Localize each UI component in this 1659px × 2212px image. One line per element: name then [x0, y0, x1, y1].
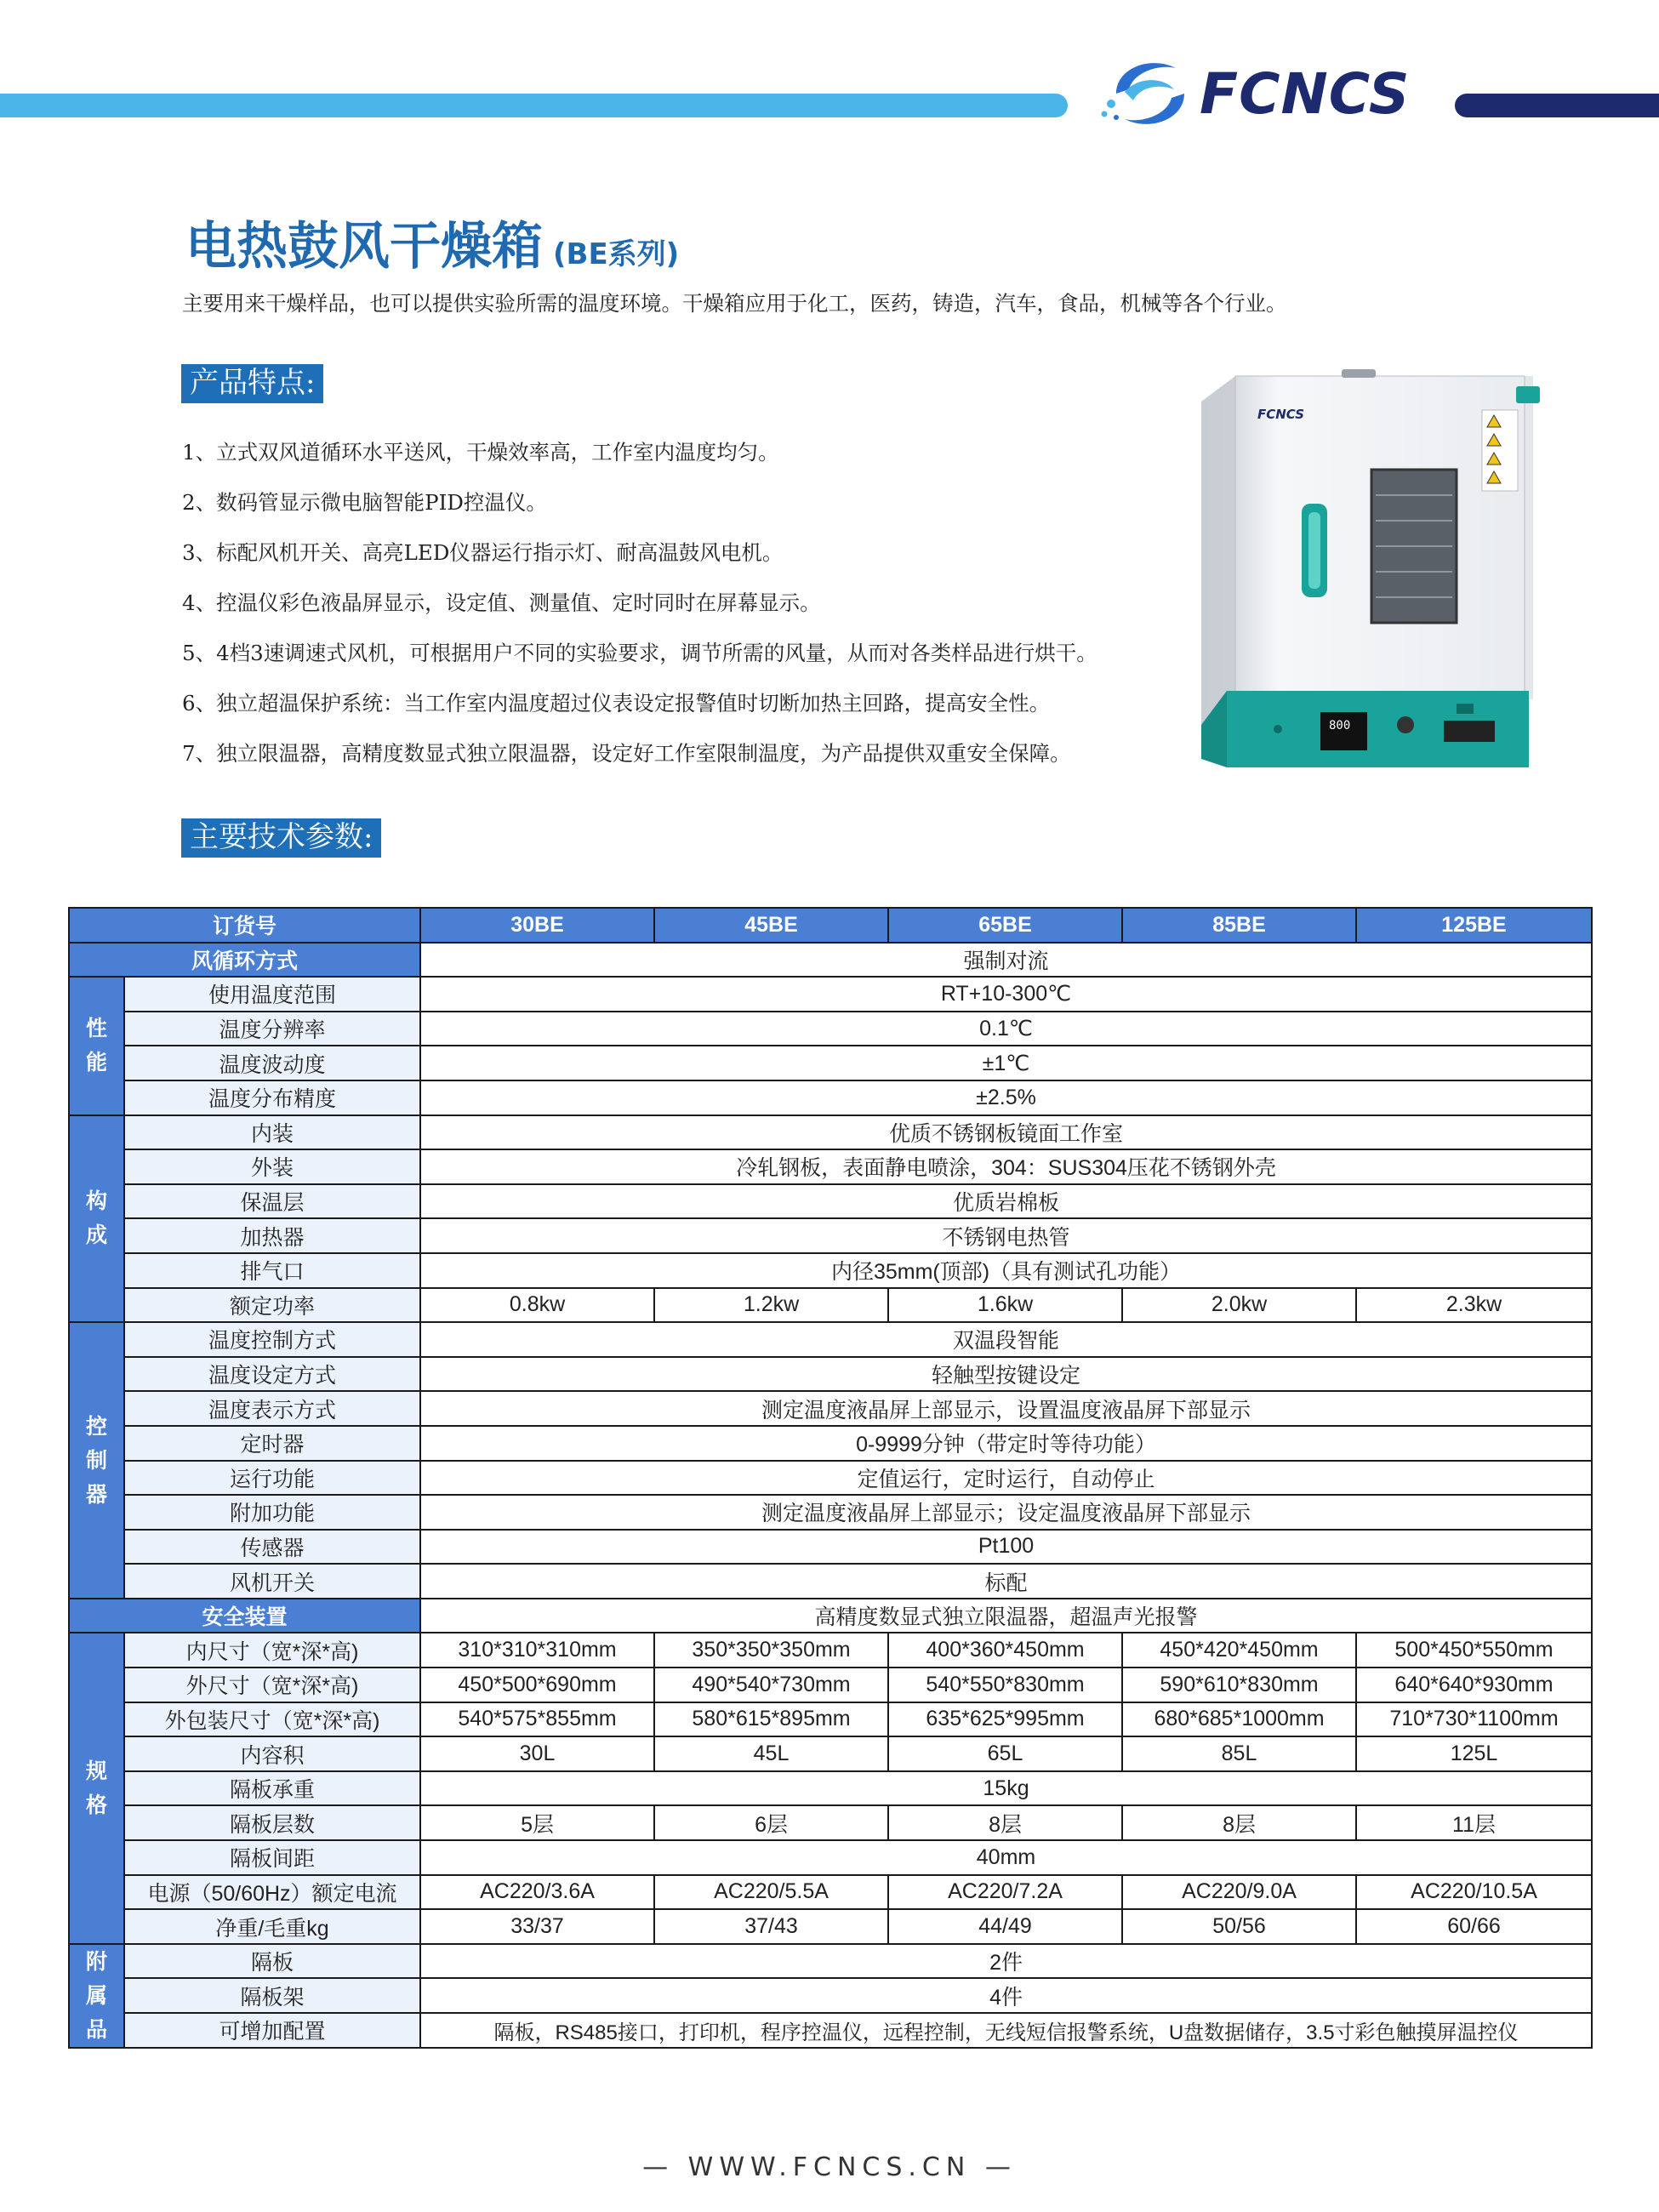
- table-row: [69, 1288, 1592, 1323]
- row-value: 0.1℃: [420, 1012, 1592, 1046]
- model-header: 30BE: [420, 908, 654, 943]
- row-label: 隔板架: [124, 1978, 420, 2013]
- page-title: [185, 206, 679, 279]
- cell-value: 310*310*310mm: [420, 1633, 654, 1668]
- table-row: [69, 1668, 1592, 1702]
- table-row: [69, 1771, 1592, 1806]
- cell-value: 44/49: [888, 1909, 1122, 1944]
- cell-value: 450*420*450mm: [1122, 1633, 1356, 1668]
- table-row: [69, 1322, 1592, 1357]
- row-value: 优质不锈钢板镜面工作室: [420, 1115, 1592, 1150]
- cell-value: AC220/7.2A: [888, 1875, 1122, 1910]
- row-value: 内径35mm(顶部)（具有测试孔功能）: [420, 1253, 1592, 1288]
- column-header: 订货号: [69, 908, 420, 943]
- model-header: 65BE: [888, 908, 1122, 943]
- row-label: 外装: [124, 1149, 420, 1184]
- cell-value: AC220/5.5A: [654, 1875, 888, 1910]
- model-header: 45BE: [654, 908, 888, 943]
- row-label: 可增加配置: [124, 2013, 420, 2048]
- cell-value: 85L: [1122, 1736, 1356, 1771]
- row-value: 冷轧钢板，表面静电喷涂，304：SUS304压花不锈钢外壳: [420, 1149, 1592, 1184]
- category-specification: 规 格: [69, 1633, 124, 1943]
- table-row: [69, 1046, 1592, 1080]
- row-label: 电源（50/60Hz）额定电流: [124, 1875, 420, 1910]
- row-label: 额定功率: [124, 1288, 420, 1323]
- model-header: 85BE: [1122, 908, 1356, 943]
- row-label: 净重/毛重kg: [124, 1909, 420, 1944]
- cell-value: 400*360*450mm: [888, 1633, 1122, 1668]
- brand-logo: [1099, 51, 1431, 136]
- table-row: [69, 1909, 1592, 1944]
- row-label: 外尺寸（宽*深*高): [124, 1668, 420, 1702]
- cell-value: 37/43: [654, 1909, 888, 1944]
- table-row: [69, 1564, 1592, 1599]
- row-value: 轻触型按键设定: [420, 1357, 1592, 1392]
- row-label: 隔板层数: [124, 1805, 420, 1840]
- row-value: 定值运行，定时运行，自动停止: [420, 1461, 1592, 1496]
- cell-value: 680*685*1000mm: [1122, 1702, 1356, 1737]
- row-label: 安全装置: [69, 1599, 420, 1633]
- row-label: 使用温度范围: [124, 977, 420, 1012]
- warning-label-icons: [1482, 410, 1518, 491]
- table-row: [69, 1080, 1592, 1115]
- table-row: [69, 1012, 1592, 1046]
- table-row: [69, 2013, 1592, 2048]
- cell-value: 450*500*690mm: [420, 1668, 654, 1702]
- table-row: [69, 1840, 1592, 1875]
- row-label: 排气口: [124, 1253, 420, 1288]
- row-value: 优质岩棉板: [420, 1184, 1592, 1219]
- row-value: 隔板，RS485接口，打印机，程序控温仪，远程控制，无线短信报警系统，U盘数据储存，3.5寸彩色触摸屏温控仪: [420, 2013, 1592, 2048]
- feature-item: 3、标配风机开关、高亮LED仪器运行指示灯、耐高温鼓风电机。: [182, 540, 784, 565]
- cell-value: AC220/3.6A: [420, 1875, 654, 1910]
- table-row: [69, 1805, 1592, 1840]
- cell-value: 65L: [888, 1736, 1122, 1771]
- category-performance: 性 能: [69, 977, 124, 1115]
- feature-item: 2、数码管显示微电脑智能PID控温仪。: [182, 490, 547, 515]
- table-row: [69, 1633, 1592, 1668]
- cell-value: 710*730*1100mm: [1356, 1702, 1592, 1737]
- cell-value: 30L: [420, 1736, 654, 1771]
- cell-value: 125L: [1356, 1736, 1592, 1771]
- header-bar-left: [0, 94, 1068, 117]
- row-label: 温度表示方式: [124, 1391, 420, 1426]
- row-label: 隔板间距: [124, 1840, 420, 1875]
- cell-value: 11层: [1356, 1805, 1592, 1840]
- intro-text: 主要用来干燥样品，也可以提供实验所需的温度环境。干燥箱应用于化工，医药，铸造，汽车，食品，机械等各个行业。: [182, 291, 1287, 316]
- row-label: 风循环方式: [69, 943, 420, 978]
- row-label: 内尺寸（宽*深*高): [124, 1633, 420, 1668]
- table-row: [69, 1702, 1592, 1737]
- row-label: 定时器: [124, 1426, 420, 1461]
- cell-value: 6层: [654, 1805, 888, 1840]
- row-value: 不锈钢电热管: [420, 1218, 1592, 1253]
- oven-brand-label: FCNCS: [1257, 407, 1305, 422]
- cell-value: 350*350*350mm: [654, 1633, 888, 1668]
- row-value: 测定温度液晶屏上部显示，设置温度液晶屏下部显示: [420, 1391, 1592, 1426]
- header-bar-right: [1455, 94, 1659, 117]
- row-value: RT+10-300℃: [420, 977, 1592, 1012]
- feature-item: 4、控温仪彩色液晶屏显示，设定值、测量值、定时同时在屏幕显示。: [182, 590, 821, 615]
- table-row: [69, 1875, 1592, 1910]
- cell-value: 8层: [888, 1805, 1122, 1840]
- row-value: 测定温度液晶屏上部显示；设定温度液晶屏下部显示: [420, 1495, 1592, 1530]
- row-value: 标配: [420, 1564, 1592, 1599]
- cell-value: 2.3kw: [1356, 1288, 1592, 1323]
- table-row: [69, 1115, 1592, 1150]
- row-label: 内容积: [124, 1736, 420, 1771]
- cell-value: 2.0kw: [1122, 1288, 1356, 1323]
- cell-value: AC220/10.5A: [1356, 1875, 1592, 1910]
- row-value: ±1℃: [420, 1046, 1592, 1080]
- table-row: [69, 1530, 1592, 1565]
- row-label: 传感器: [124, 1530, 420, 1565]
- cell-value: AC220/9.0A: [1122, 1875, 1356, 1910]
- table-row: [69, 977, 1592, 1012]
- logo-swirl-icon: [1099, 51, 1201, 136]
- row-value: 2件: [420, 1944, 1592, 1979]
- cell-value: 60/66: [1356, 1909, 1592, 1944]
- row-label: 内装: [124, 1115, 420, 1150]
- title-main: 电热鼓风干燥箱: [185, 217, 543, 276]
- row-value: 15kg: [420, 1771, 1592, 1806]
- row-label: 温度波动度: [124, 1046, 420, 1080]
- row-value: 强制对流: [420, 943, 1592, 978]
- table-row: [69, 943, 1592, 978]
- table-row: [69, 1736, 1592, 1771]
- model-header: 125BE: [1356, 908, 1592, 943]
- row-label: 温度分辨率: [124, 1012, 420, 1046]
- table-header-row: [69, 908, 1592, 943]
- table-row: [69, 1461, 1592, 1496]
- feature-item: 5、4档3速调速式风机，可根据用户不同的实验要求，调节所需的风量，从而对各类样品进行烘干。: [182, 641, 1097, 665]
- drying-oven-illustration: [1201, 368, 1542, 776]
- features-heading: 产品特点:: [181, 364, 323, 403]
- row-label: 保温层: [124, 1184, 420, 1219]
- row-label: 风机开关: [124, 1564, 420, 1599]
- row-value: 双温段智能: [420, 1322, 1592, 1357]
- table-row: [69, 1218, 1592, 1253]
- table-row: [69, 1357, 1592, 1392]
- cell-value: 500*450*550mm: [1356, 1633, 1592, 1668]
- cell-value: 580*615*895mm: [654, 1702, 888, 1737]
- row-value: 高精度数显式独立限温器，超温声光报警: [420, 1599, 1592, 1633]
- temperature-limiter-display: [1444, 721, 1495, 742]
- product-image: [1201, 368, 1542, 776]
- category-accessories: 附 属 品: [69, 1944, 124, 2048]
- cell-value: 8层: [1122, 1805, 1356, 1840]
- title-series: (BE系列): [553, 237, 680, 271]
- cell-value: 1.6kw: [888, 1288, 1122, 1323]
- row-label: 温度设定方式: [124, 1357, 420, 1392]
- cell-value: 33/37: [420, 1909, 654, 1944]
- cell-value: 0.8kw: [420, 1288, 654, 1323]
- spec-table: [68, 907, 1593, 2049]
- footer-url: — WWW.FCNCS.CN —: [642, 2152, 1017, 2182]
- cell-value: 490*540*730mm: [654, 1668, 888, 1702]
- row-value: 40mm: [420, 1840, 1592, 1875]
- row-value: Pt100: [420, 1530, 1592, 1565]
- table-row: [69, 1978, 1592, 2013]
- cell-value: 50/56: [1122, 1909, 1356, 1944]
- table-row: [69, 1426, 1592, 1461]
- row-label: 温度分布精度: [124, 1080, 420, 1115]
- row-value: 0-9999分钟（带定时等待功能）: [420, 1426, 1592, 1461]
- features-list: [182, 434, 1220, 785]
- cell-value: 540*550*830mm: [888, 1668, 1122, 1702]
- table-row: [69, 1253, 1592, 1288]
- table-row: [69, 1495, 1592, 1530]
- cell-value: 1.2kw: [654, 1288, 888, 1323]
- table-row: [69, 1944, 1592, 1979]
- row-label: 隔板: [124, 1944, 420, 1979]
- row-value: 4件: [420, 1978, 1592, 2013]
- table-row: [69, 1599, 1592, 1633]
- row-label: 温度控制方式: [124, 1322, 420, 1357]
- row-label: 附加功能: [124, 1495, 420, 1530]
- cell-value: 590*610*830mm: [1122, 1668, 1356, 1702]
- specs-heading: 主要技术参数:: [181, 818, 381, 858]
- table-row: [69, 1149, 1592, 1184]
- feature-item: 1、立式双风道循环水平送风，干燥效率高，工作室内温度均匀。: [182, 440, 779, 465]
- brand-name: FCNCS: [1200, 61, 1411, 127]
- cell-value: 45L: [654, 1736, 888, 1771]
- cell-value: 5层: [420, 1805, 654, 1840]
- cell-value: 540*575*855mm: [420, 1702, 654, 1737]
- cell-value: 640*640*930mm: [1356, 1668, 1592, 1702]
- cell-value: 635*625*995mm: [888, 1702, 1122, 1737]
- feature-item: 6、独立超温保护系统：当工作室内温度超过仪表设定报警值时切断加热主回路，提高安全性。: [182, 691, 1051, 715]
- row-label: 加热器: [124, 1218, 420, 1253]
- feature-item: 7、独立限温器，高精度数显式独立限温器，设定好工作室限制温度，为产品提供双重安全保障。: [182, 741, 1071, 766]
- lcd-display-value: 800: [1329, 719, 1351, 733]
- row-label: 运行功能: [124, 1461, 420, 1496]
- category-construction: 构 成: [69, 1115, 124, 1323]
- table-row: [69, 1184, 1592, 1219]
- category-controller: 控 制 器: [69, 1322, 124, 1599]
- table-row: [69, 1391, 1592, 1426]
- row-value: ±2.5%: [420, 1080, 1592, 1115]
- row-label: 外包装尺寸（宽*深*高): [124, 1702, 420, 1737]
- row-label: 隔板承重: [124, 1771, 420, 1806]
